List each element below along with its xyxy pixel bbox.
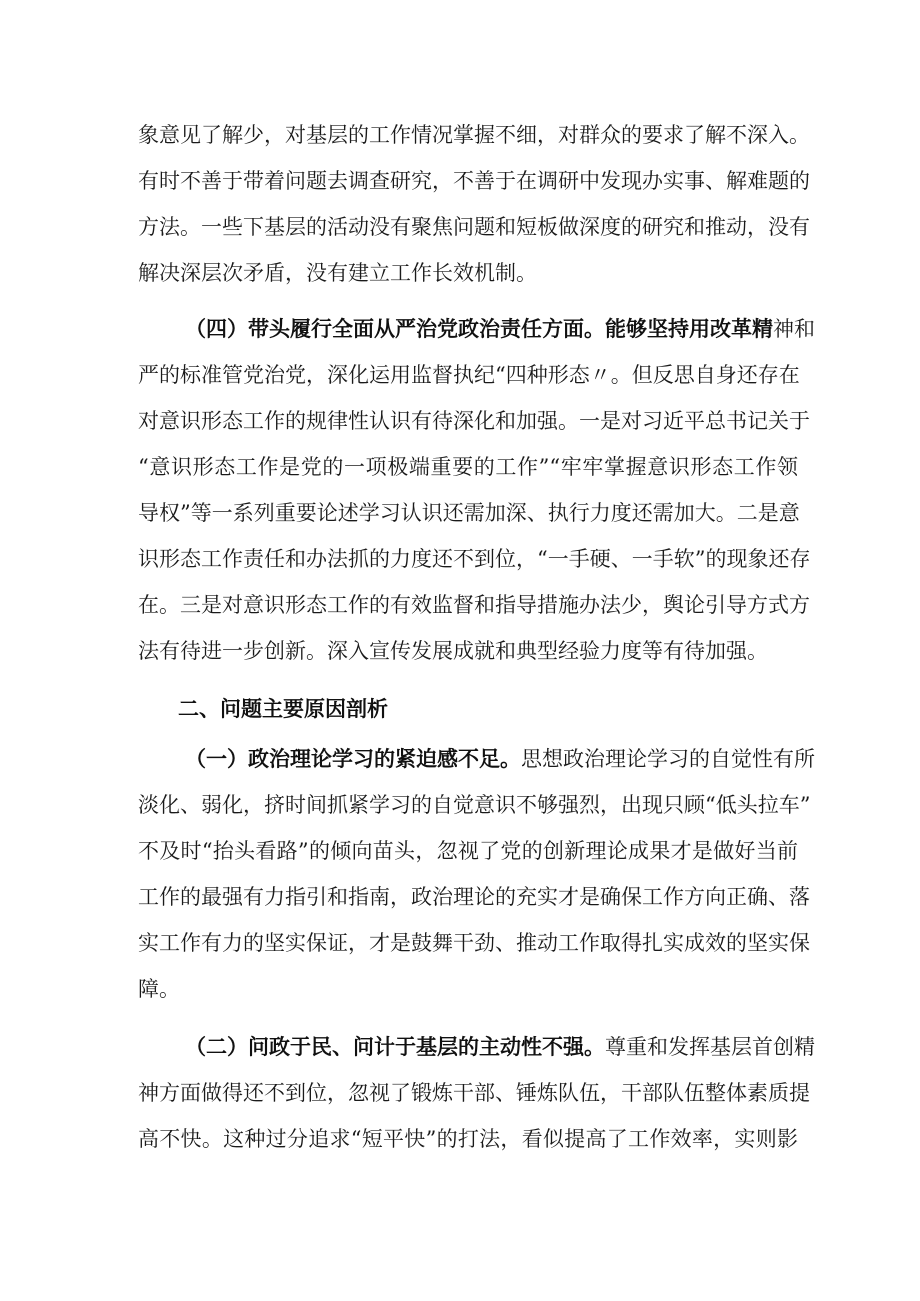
text-line: “意识形态工作是党的一项极端重要的工作”“牢牢掌握意识形态工作领 — [138, 455, 798, 479]
text-line: 方法。一些下基层的活动没有聚焦问题和短板做深度的研究和推动，没有 — [138, 215, 810, 239]
text-line: 实工作有力的坚实保证，才是鼓舞干劲、推动工作取得扎实成效的坚实保 — [138, 931, 810, 955]
paragraph-lead-line — [185, 1026, 815, 1068]
section-heading: 二、问题主要原因剖析 — [178, 697, 388, 721]
text-line: 淡化、弱化，挤时间抓紧学习的自觉意识不够强烈，出现只顾“低头拉车” — [138, 793, 811, 817]
paragraph-lead-rest: 神和 — [773, 317, 815, 341]
text-line: 高不快。这种过分追求“短平快”的打法，看似提高了工作效率，实则影 — [138, 1127, 798, 1151]
paragraph-lead-rest: 思想政治理论学习的自觉性有所 — [521, 747, 815, 771]
text-line: 工作的最强有力指引和指南，政治理论的充实才是确保工作方向正确、落 — [138, 885, 810, 909]
text-line: 法有待进一步创新。深入宣传发展成就和典型经验力度等有待加强。 — [138, 639, 768, 663]
text-line: 障。 — [138, 977, 180, 1001]
paragraph-bold-lead: （二）问政于民、问计于基层的主动性不强。 — [185, 1034, 605, 1059]
paragraph-lead-line — [185, 308, 815, 350]
text-line: 神方面做得还不到位，忽视了锻炼干部、锤炼队伍，干部队伍整体素质提 — [138, 1081, 810, 1105]
text-line: 有时不善于带着问题去调查研究，不善于在调研中发现办实事、解难题的 — [138, 169, 810, 193]
paragraph-lead-line — [185, 738, 815, 780]
paragraph-bold-lead: （四）带头履行全面从严治党政治责任方面。能够坚持用改革精 — [185, 316, 773, 341]
text-line: 导权”等一系列重要论述学习认识还需加深、执行力度还需加大。二是意 — [138, 501, 800, 525]
paragraph-bold-lead: （一）政治理论学习的紧迫感不足。 — [185, 746, 521, 771]
paragraph-lead-rest: 尊重和发挥基层首创精 — [605, 1035, 815, 1059]
text-line: 不及时“抬头看路”的倾向苗头，忽视了党的创新理论成果才是做好当前 — [138, 839, 798, 863]
text-line: 识形态工作责任和办法抓的力度还不到位，“一手硬、一手软”的现象还存 — [138, 547, 811, 571]
text-line: 严的标准管党治党，深化运用监督执纪“四种形态〃。但反思自身还存在 — [138, 363, 800, 387]
text-line: 解决深层次矛盾，没有建立工作长效机制。 — [138, 261, 537, 285]
text-line: 在。三是对意识形态工作的有效监督和指导措施办法少，舆论引导方式方 — [138, 593, 810, 617]
text-line: 象意见了解少，对基层的工作情况掌握不细，对群众的要求了解不深入。 — [138, 123, 810, 147]
text-line: 对意识形态工作的规律性认识有待深化和加强。一是对习近平总书记关于 — [138, 409, 810, 433]
